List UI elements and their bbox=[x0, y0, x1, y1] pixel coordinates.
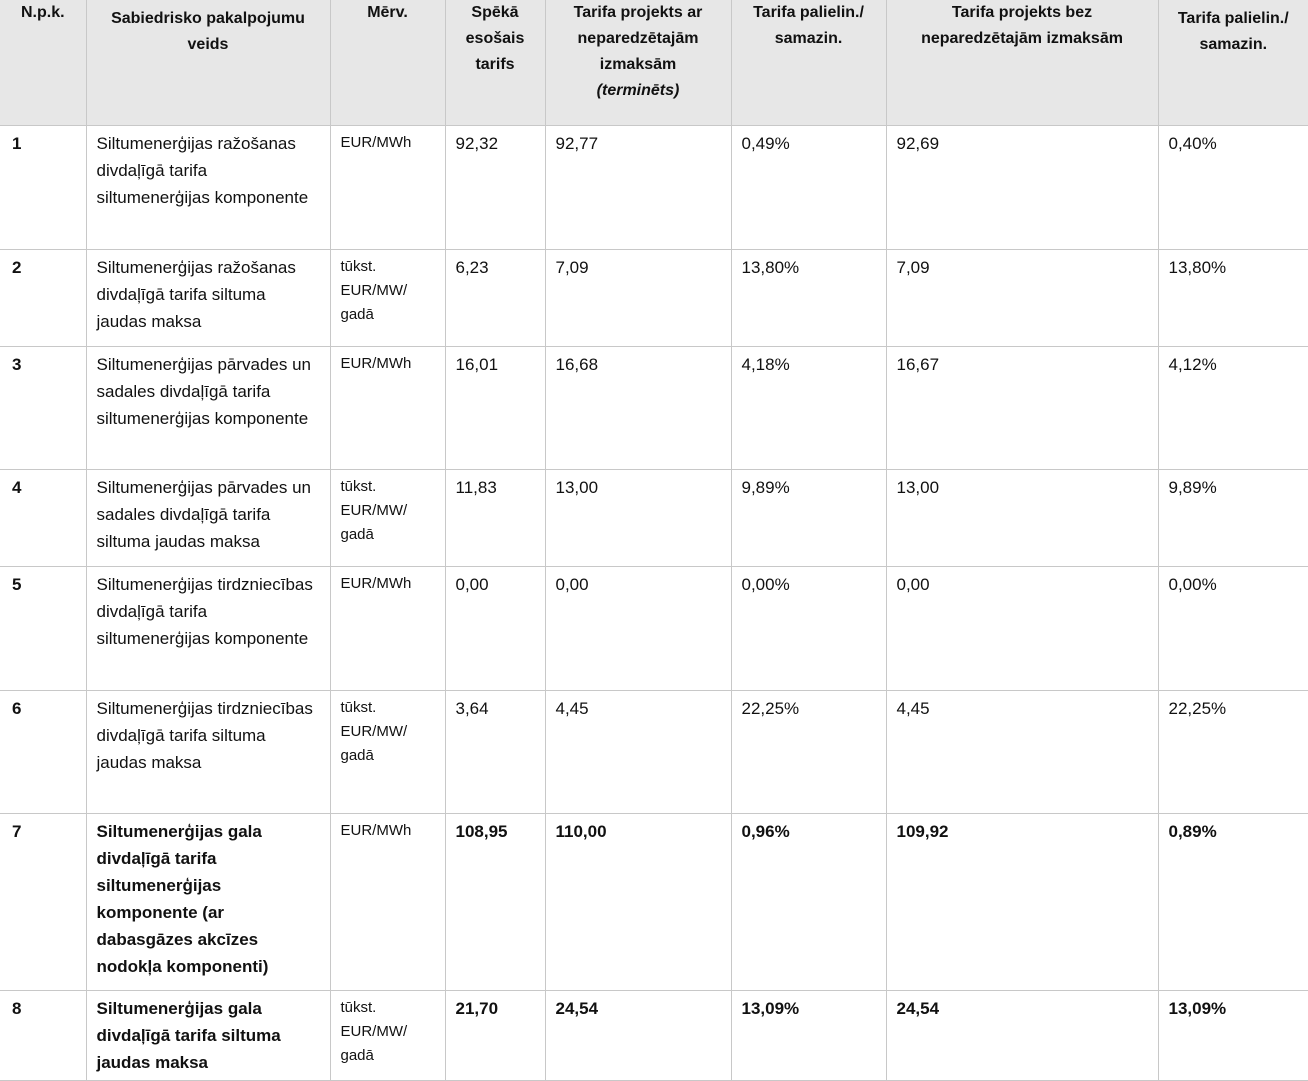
row-change-1: 0,00% bbox=[731, 566, 886, 690]
row-npk: 3 bbox=[0, 346, 86, 469]
row-current: 3,64 bbox=[445, 690, 545, 813]
table-row bbox=[0, 990, 1308, 1080]
row-unit: EUR/MWh bbox=[330, 125, 445, 249]
table-row bbox=[0, 346, 1308, 469]
row-unit: tūkst. EUR/MW/ gadā bbox=[330, 469, 445, 566]
row-project-without: 0,00 bbox=[886, 566, 1158, 690]
row-service-name: Siltumenerģijas tirdzniecības divdaļīgā tarifa siltumenerģijas komponente bbox=[86, 566, 330, 690]
row-project-without: 92,69 bbox=[886, 125, 1158, 249]
row-service-name: Siltumenerģijas pārvades un sadales divdaļīgā tarifa siltuma jaudas maksa bbox=[86, 469, 330, 566]
row-project-without: 4,45 bbox=[886, 690, 1158, 813]
row-current: 108,95 bbox=[445, 813, 545, 990]
row-unit: tūkst. EUR/MW/ gadā bbox=[330, 690, 445, 813]
row-change-2: 0,40% bbox=[1158, 125, 1308, 249]
row-npk: 4 bbox=[0, 469, 86, 566]
header-service-type: Sabiedrisko pakalpojumu veids bbox=[86, 0, 330, 125]
table-row bbox=[0, 249, 1308, 346]
table-row bbox=[0, 566, 1308, 690]
row-project-without: 16,67 bbox=[886, 346, 1158, 469]
table-header-row bbox=[0, 0, 1308, 125]
row-service-name: Siltumenerģijas ražošanas divdaļīgā tarifa siltumenerģijas komponente bbox=[86, 125, 330, 249]
row-project-with: 24,54 bbox=[545, 990, 731, 1080]
row-project-without: 24,54 bbox=[886, 990, 1158, 1080]
row-current: 11,83 bbox=[445, 469, 545, 566]
header-npk: N.p.k. bbox=[0, 0, 86, 125]
row-project-with: 0,00 bbox=[545, 566, 731, 690]
header-project-with-label: Tarifa projekts ar neparedzētajām izmaksām bbox=[573, 4, 703, 73]
table-row bbox=[0, 469, 1308, 566]
row-project-with: 92,77 bbox=[545, 125, 731, 249]
row-change-1: 13,09% bbox=[731, 990, 886, 1080]
row-unit: EUR/MWh bbox=[330, 346, 445, 469]
row-change-2: 13,09% bbox=[1158, 990, 1308, 1080]
header-unit: Mērv. bbox=[330, 0, 445, 125]
header-change-1: Tarifa palielin./ samazin. bbox=[731, 0, 886, 125]
row-change-1: 9,89% bbox=[731, 469, 886, 566]
row-change-1: 0,96% bbox=[731, 813, 886, 990]
row-change-1: 0,49% bbox=[731, 125, 886, 249]
row-unit: EUR/MWh bbox=[330, 813, 445, 990]
row-change-2: 0,89% bbox=[1158, 813, 1308, 990]
row-project-with: 4,45 bbox=[545, 690, 731, 813]
row-current: 16,01 bbox=[445, 346, 545, 469]
row-project-without: 7,09 bbox=[886, 249, 1158, 346]
table-row bbox=[0, 125, 1308, 249]
header-change-2: Tarifa palielin./ samazin. bbox=[1158, 0, 1308, 125]
header-project-with bbox=[545, 0, 731, 125]
row-unit: tūkst. EUR/MW/ gadā bbox=[330, 249, 445, 346]
row-change-2: 4,12% bbox=[1158, 346, 1308, 469]
header-current-tariff: Spēkā esošais tarifs bbox=[445, 0, 545, 125]
table-row bbox=[0, 813, 1308, 990]
row-current: 0,00 bbox=[445, 566, 545, 690]
header-project-without: Tarifa projekts bez neparedzētajām izmaksām bbox=[886, 0, 1158, 125]
row-project-without: 13,00 bbox=[886, 469, 1158, 566]
row-service-name: Siltumenerģijas ražošanas divdaļīgā tarifa siltuma jaudas maksa bbox=[86, 249, 330, 346]
row-project-without: 109,92 bbox=[886, 813, 1158, 990]
row-npk: 1 bbox=[0, 125, 86, 249]
row-service-name: Siltumenerģijas gala divdaļīgā tarifa siltuma jaudas maksa bbox=[86, 990, 330, 1080]
row-project-with: 16,68 bbox=[545, 346, 731, 469]
row-current: 21,70 bbox=[445, 990, 545, 1080]
table-row bbox=[0, 690, 1308, 813]
row-change-1: 4,18% bbox=[731, 346, 886, 469]
row-change-2: 0,00% bbox=[1158, 566, 1308, 690]
row-unit: EUR/MWh bbox=[330, 566, 445, 690]
row-project-with: 110,00 bbox=[545, 813, 731, 990]
row-project-with: 13,00 bbox=[545, 469, 731, 566]
row-npk: 2 bbox=[0, 249, 86, 346]
row-change-2: 9,89% bbox=[1158, 469, 1308, 566]
row-npk: 6 bbox=[0, 690, 86, 813]
row-service-name: Siltumenerģijas tirdzniecības divdaļīgā tarifa siltuma jaudas maksa bbox=[86, 690, 330, 813]
row-current: 92,32 bbox=[445, 125, 545, 249]
row-npk: 8 bbox=[0, 990, 86, 1080]
row-unit: tūkst. EUR/MW/ gadā bbox=[330, 990, 445, 1080]
row-project-with: 7,09 bbox=[545, 249, 731, 346]
row-change-2: 13,80% bbox=[1158, 249, 1308, 346]
row-change-1: 13,80% bbox=[731, 249, 886, 346]
row-npk: 7 bbox=[0, 813, 86, 990]
row-current: 6,23 bbox=[445, 249, 545, 346]
row-change-1: 22,25% bbox=[731, 690, 886, 813]
header-project-with-note: (terminēts) bbox=[596, 82, 680, 99]
row-service-name: Siltumenerģijas gala divdaļīgā tarifa siltumenerģijas komponente (ar dabasgāzes akcīzes nodokļa komponenti) bbox=[86, 813, 330, 990]
row-change-2: 22,25% bbox=[1158, 690, 1308, 813]
row-npk: 5 bbox=[0, 566, 86, 690]
row-service-name: Siltumenerģijas pārvades un sadales divdaļīgā tarifa siltumenerģijas komponente bbox=[86, 346, 330, 469]
